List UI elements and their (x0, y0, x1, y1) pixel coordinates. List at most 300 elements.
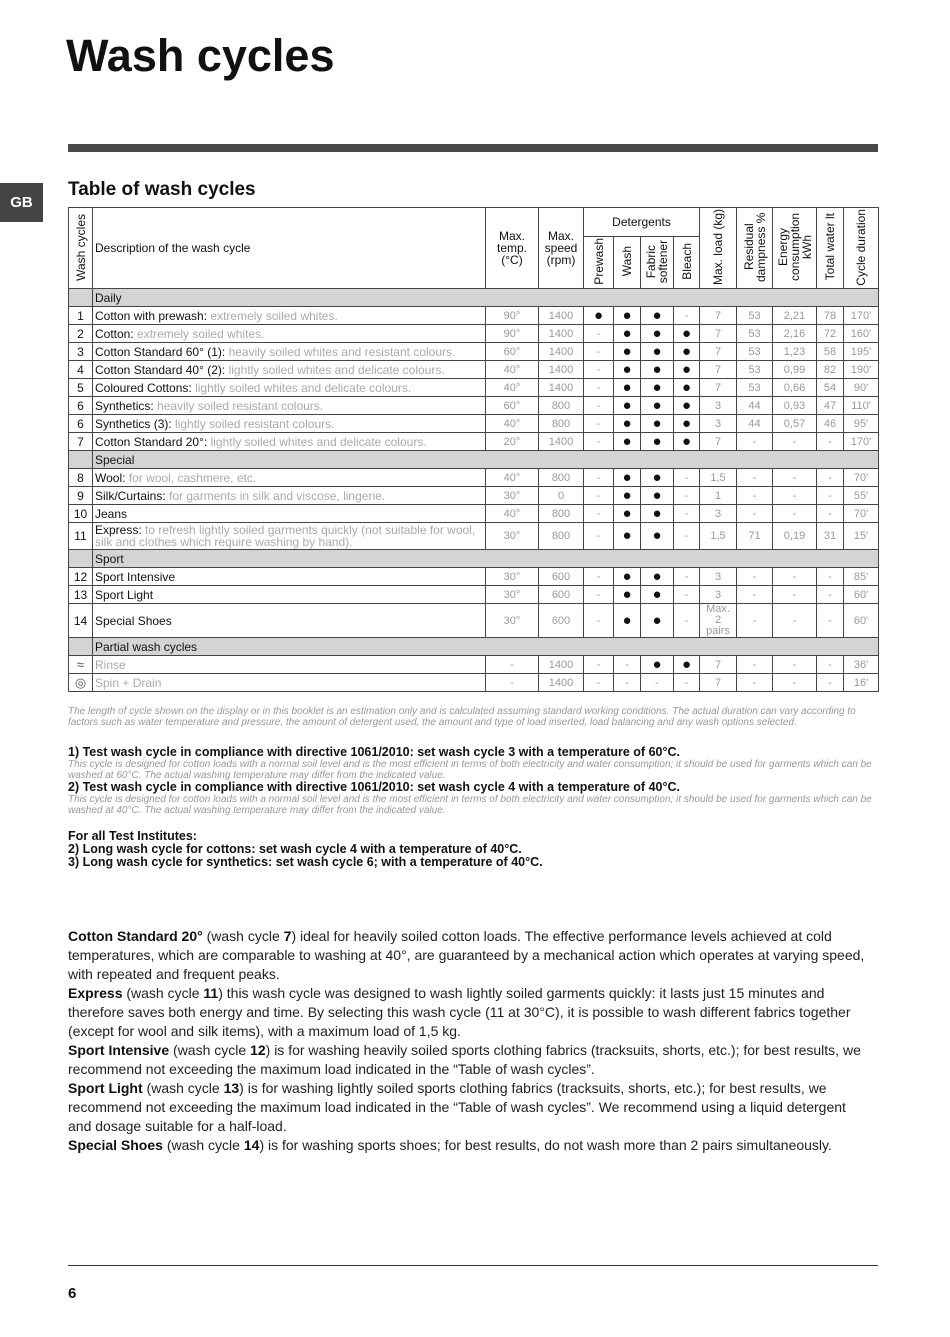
cycle-number: 4 (69, 361, 93, 379)
cell-temp: 30° (486, 568, 539, 586)
cell-wash: ● (614, 505, 641, 523)
cell-softener: ● (641, 415, 674, 433)
cell-water: 54 (817, 379, 844, 397)
footer-divider (68, 1265, 878, 1266)
cell-energy: 0,66 (773, 379, 817, 397)
footnote-2-text: This cycle is designed for cotton loads with a normal soil level and is the most efficient in terms of both electricity and water consumption; it should be used for garments which can be washed at 40°C. The actual washing temperature may differ from the indicated value. (68, 794, 872, 816)
section-row (69, 289, 879, 307)
cell-duration: 60' (844, 604, 879, 638)
cell-bleach: - (674, 487, 700, 505)
cycle-desc: Rinse (95, 657, 126, 672)
cell-load: 7 (700, 361, 737, 379)
cell-duration: 60' (844, 586, 879, 604)
cell-bleach: - (674, 586, 700, 604)
cycle-number: 2 (69, 325, 93, 343)
cell-prewash: - (584, 343, 614, 361)
section-label: Partial wash cycles (93, 638, 879, 656)
cell-softener: ● (641, 656, 674, 674)
cell-load: 7 (700, 433, 737, 451)
cell-bleach: ● (674, 397, 700, 415)
cell-water: - (817, 487, 844, 505)
cell-load: 7 (700, 656, 737, 674)
cycle-desc: extremely soiled whites. (210, 308, 338, 323)
cell-speed: 800 (539, 469, 584, 487)
cell-softener: ● (641, 568, 674, 586)
cycle-name: Synthetics: (95, 398, 154, 413)
cycle-number: 9 (69, 487, 93, 505)
body-paragraph: Sport Intensive (wash cycle 12) is for washing heavily soiled sports clothing fabrics (tracksuits, shorts, etc.); for best results, we recommend not exceeding the maximum load indicated in the “Table of wash cycles”. (68, 1042, 861, 1077)
cell-softener: ● (641, 307, 674, 325)
cycle-description (93, 505, 486, 523)
cell-speed: 1400 (539, 361, 584, 379)
cycle-description (93, 433, 486, 451)
cell-bleach: ● (674, 379, 700, 397)
cycle-description (93, 397, 486, 415)
cell-softener: ● (641, 604, 674, 638)
cell-load: 1,5 (700, 469, 737, 487)
cell-wash: ● (614, 586, 641, 604)
cell-bleach: ● (674, 415, 700, 433)
cycle-description (93, 674, 486, 692)
cycle-description (93, 487, 486, 505)
cell-softener: ● (641, 433, 674, 451)
cycle-name: Cotton with prewash: (95, 308, 208, 323)
header-detergents: Detergents (612, 214, 671, 229)
cell-energy: 0,19 (773, 523, 817, 550)
cell-energy: - (773, 586, 817, 604)
cell-load: 7 (700, 307, 737, 325)
cell-load: 7 (700, 325, 737, 343)
cell-energy: - (773, 568, 817, 586)
cell-duration: 85' (844, 568, 879, 586)
cell-bleach: - (674, 469, 700, 487)
cell-speed: 1400 (539, 379, 584, 397)
cell-wash: ● (614, 361, 641, 379)
cycle-descriptions (68, 927, 873, 1155)
cycle-name: Sport Intensive (95, 569, 176, 584)
cell-prewash: - (584, 361, 614, 379)
table-row (69, 343, 879, 361)
cell-residual: - (737, 487, 773, 505)
cell-bleach: - (674, 307, 700, 325)
header-speed: Max. speed (rpm) (544, 229, 578, 267)
cell-load: 3 (700, 415, 737, 433)
table-row (69, 568, 879, 586)
cell-energy: 2,21 (773, 307, 817, 325)
cell-residual: - (737, 568, 773, 586)
cell-prewash: - (584, 674, 614, 692)
cell-energy: 1,23 (773, 343, 817, 361)
cell-energy: - (773, 487, 817, 505)
header-description: Description of the wash cycle (95, 241, 251, 255)
cell-temp: 40° (486, 415, 539, 433)
cell-wash: ● (614, 469, 641, 487)
header-bleach: Bleach (679, 243, 694, 280)
cell-duration: 110' (844, 397, 879, 415)
cell-load: Max. 2 pairs (700, 604, 737, 638)
cell-energy: - (773, 433, 817, 451)
cycle-name: Cotton Standard 60° (1): (95, 344, 226, 359)
cell-prewash: - (584, 487, 614, 505)
cell-prewash: - (584, 415, 614, 433)
cycle-desc: lightly soiled whites and delicate colours. (228, 362, 445, 377)
cell-duration: 170' (844, 307, 879, 325)
cell-duration: 170' (844, 433, 879, 451)
cycle-desc: for garments in silk and viscose, lingerie. (169, 488, 386, 503)
cell-softener: ● (641, 523, 674, 550)
cell-load: 7 (700, 379, 737, 397)
cell-softener: ● (641, 379, 674, 397)
cell-softener: ● (641, 361, 674, 379)
body-paragraph: Express (wash cycle 11) this wash cycle was designed to wash lightly soiled garments quickly: it lasts just 15 minutes and therefore saves both energy and time. By selecting this wash cycle (11 at 30°C), it is possible to wash different fabrics together (except for wool and silk items), with a maximum load of 1,5 kg. (68, 985, 851, 1039)
cell-temp: 40° (486, 361, 539, 379)
cell-water: - (817, 433, 844, 451)
cell-wash: ● (614, 397, 641, 415)
cell-energy: - (773, 674, 817, 692)
header-residual: Residual dampness % (741, 212, 768, 282)
cell-duration: 190' (844, 361, 879, 379)
cell-softener: ● (641, 586, 674, 604)
cycle-name: Coloured Cottons: (95, 380, 192, 395)
cycle-number: 1 (69, 307, 93, 325)
cell-residual: 53 (737, 307, 773, 325)
institutes-line-2: 3) Long wash cycle for synthetics: set wash cycle 6; with a temperature of 40°C. (68, 855, 543, 869)
cell-softener: ● (641, 469, 674, 487)
cell-prewash: - (584, 586, 614, 604)
cell-prewash: - (584, 523, 614, 550)
cell-temp: 30° (486, 604, 539, 638)
cell-duration: 15' (844, 523, 879, 550)
cycle-description (93, 586, 486, 604)
cycle-name: Cotton Standard 40° (2): (95, 362, 226, 377)
cell-energy: 0,93 (773, 397, 817, 415)
cell-bleach: ● (674, 325, 700, 343)
section-row (69, 638, 879, 656)
section-label: Special (93, 451, 879, 469)
header-cycles: Wash cycles (73, 213, 88, 281)
cell-prewash: - (584, 604, 614, 638)
cell-load: 1,5 (700, 523, 737, 550)
section-row (69, 451, 879, 469)
cell-water: - (817, 568, 844, 586)
cell-prewash: - (584, 433, 614, 451)
cycle-number: 12 (69, 568, 93, 586)
cycle-desc: to refresh lightly soiled garments quickly (not suitable for wool, silk and clothes which require washing by hand). (95, 523, 476, 549)
footnote-1-title: 1) Test wash cycle in compliance with directive 1061/2010: set wash cycle 3 with a temperature of 60°C. (68, 745, 680, 759)
table-row (69, 674, 879, 692)
cell-bleach: ● (674, 343, 700, 361)
page-title: Wash cycles (66, 30, 335, 81)
cell-bleach: - (674, 604, 700, 638)
cell-water: 58 (817, 343, 844, 361)
cycle-number: 14 (69, 604, 93, 638)
cell-speed: 1400 (539, 433, 584, 451)
table-row (69, 397, 879, 415)
table-row (69, 469, 879, 487)
cell-bleach: ● (674, 361, 700, 379)
table-row (69, 415, 879, 433)
cycle-name: Wool: (95, 470, 126, 485)
cell-speed: 0 (539, 487, 584, 505)
cell-energy: 0,57 (773, 415, 817, 433)
table-row (69, 361, 879, 379)
cell-speed: 1400 (539, 307, 584, 325)
header-water: Total water lt (823, 213, 838, 281)
cycle-number: 10 (69, 505, 93, 523)
cell-speed: 1400 (539, 343, 584, 361)
header-softener: Fabric softener (644, 239, 670, 284)
cell-duration: 70' (844, 505, 879, 523)
cell-residual: 44 (737, 415, 773, 433)
footnote-2-title: 2) Test wash cycle in compliance with directive 1061/2010: set wash cycle 4 with a temperature of 40°C. (68, 780, 680, 794)
cycle-desc: extremely soiled whites. (137, 326, 265, 341)
cell-bleach: - (674, 505, 700, 523)
cycle-desc: lightly soiled whites and delicate colours. (195, 380, 412, 395)
cycle-description (93, 604, 486, 638)
cell-water: - (817, 469, 844, 487)
cycle-name: Cotton: (95, 326, 134, 341)
cell-temp: 30° (486, 523, 539, 550)
cell-water: - (817, 586, 844, 604)
cell-speed: 600 (539, 586, 584, 604)
cell-load: 7 (700, 343, 737, 361)
cycle-desc: heavily soiled resistant colours. (157, 398, 324, 413)
table-row (69, 433, 879, 451)
cell-wash: ● (614, 433, 641, 451)
cell-duration: 55' (844, 487, 879, 505)
cell-wash: ● (614, 343, 641, 361)
cycle-description (93, 361, 486, 379)
cell-residual: 44 (737, 397, 773, 415)
cell-water: 31 (817, 523, 844, 550)
cell-energy: - (773, 469, 817, 487)
cell-temp: 30° (486, 487, 539, 505)
cell-residual: 53 (737, 343, 773, 361)
body-paragraph: Cotton Standard 20° (wash cycle 7) ideal for heavily soiled cotton loads. The effective performance levels achieved at cold temperatures, which are comparable to washing at 40°, are guaranteed by a mechanical action which operates at varying speed, with repeated and frequent peaks. (68, 928, 865, 982)
cycle-name: Express: (95, 523, 142, 537)
cell-wash: ● (614, 307, 641, 325)
cell-load: 3 (700, 586, 737, 604)
cell-load: 3 (700, 397, 737, 415)
cycle-desc: heavily soiled whites and resistant colours. (228, 344, 456, 359)
cell-temp: 90° (486, 307, 539, 325)
cell-temp: 90° (486, 325, 539, 343)
cell-duration: 160' (844, 325, 879, 343)
cycle-description (93, 415, 486, 433)
cell-temp: - (486, 656, 539, 674)
table-row (69, 604, 879, 638)
table-row (69, 307, 879, 325)
cell-temp: 60° (486, 397, 539, 415)
title-divider (68, 144, 878, 152)
cell-softener: ● (641, 487, 674, 505)
cell-temp: 20° (486, 433, 539, 451)
cycle-desc: lightly soiled resistant colours. (175, 416, 335, 431)
cell-water: - (817, 674, 844, 692)
cell-load: 1 (700, 487, 737, 505)
spin-drain-icon: ◎ (69, 674, 93, 692)
page-number: 6 (68, 1285, 77, 1302)
language-tab: GB (0, 183, 43, 222)
footnote-1-text: This cycle is designed for cotton loads with a normal soil level and is the most efficient in terms of both electricity and water consumption; it should be used for garments which can be washed at 60°C. The actual washing temperature may differ from the indicated value. (68, 759, 872, 781)
cycle-desc: lightly soiled whites and delicate colours. (210, 434, 427, 449)
cell-duration: 36' (844, 656, 879, 674)
cell-water: 82 (817, 361, 844, 379)
cycle-number: 11 (69, 523, 93, 550)
cell-speed: 800 (539, 415, 584, 433)
cell-wash: ● (614, 325, 641, 343)
cell-softener: ● (641, 343, 674, 361)
cell-prewash: - (584, 379, 614, 397)
wash-cycles-table (68, 207, 879, 692)
cell-prewash: - (584, 505, 614, 523)
header-wash: Wash (620, 246, 634, 277)
table-row (69, 586, 879, 604)
cell-wash: - (614, 674, 641, 692)
cell-residual: - (737, 505, 773, 523)
table-row (69, 487, 879, 505)
cell-water: 78 (817, 307, 844, 325)
cell-energy: 0,99 (773, 361, 817, 379)
section-label: Daily (93, 289, 879, 307)
cell-prewash: - (584, 656, 614, 674)
cell-speed: 1400 (539, 674, 584, 692)
cycle-number: 8 (69, 469, 93, 487)
cell-duration: 195' (844, 343, 879, 361)
cycle-number: 13 (69, 586, 93, 604)
cycle-name: Special Shoes (95, 613, 172, 628)
section-title: Table of wash cycles (68, 179, 256, 200)
cell-temp: 40° (486, 379, 539, 397)
body-paragraph: Sport Light (wash cycle 13) is for washing lightly soiled sports clothing fabrics (tracksuits, shorts, etc.); for best results, we recommend not exceeding the maximum load indicated in the “Table of wash cycles”. We recommend using a liquid detergent and dosage suitable for a half-load. (68, 1080, 846, 1134)
cycle-description (93, 325, 486, 343)
cycle-description (93, 656, 486, 674)
cell-bleach: - (674, 674, 700, 692)
institutes-line-1: 2) Long wash cycle for cottons: set wash cycle 4 with a temperature of 40°C. (68, 842, 522, 856)
cycle-name: Synthetics (3): (95, 416, 172, 431)
cell-energy: - (773, 656, 817, 674)
cell-wash: ● (614, 379, 641, 397)
cell-load: 3 (700, 568, 737, 586)
cell-residual: - (737, 586, 773, 604)
section-row (69, 550, 879, 568)
header-load: Max. load (kg) (711, 208, 726, 286)
duration-note: The length of cycle shown on the display or in this booklet is an estimation only and is calculated assuming standard working conditions. The actual duration can vary according to factors such as water temperature and pressure, the amount of detergent used, the amount and type of load inserted, load balancing and any wash options selected. (68, 706, 856, 728)
cell-wash: ● (614, 487, 641, 505)
cell-bleach: - (674, 568, 700, 586)
cell-prewash: - (584, 469, 614, 487)
cycle-description (93, 343, 486, 361)
cell-bleach: ● (674, 656, 700, 674)
cell-load: 7 (700, 674, 737, 692)
cycle-number: 6 (69, 415, 93, 433)
cell-wash: ● (614, 568, 641, 586)
cell-energy: - (773, 505, 817, 523)
cycle-name: Cotton Standard 20°: (95, 434, 208, 449)
header-temp: Max. temp. (°C) (496, 229, 527, 267)
section-label: Sport (93, 550, 879, 568)
cell-duration: 90' (844, 379, 879, 397)
cycle-desc: Spin + Drain (95, 675, 162, 690)
cycle-number: 3 (69, 343, 93, 361)
body-paragraph: Special Shoes (wash cycle 14) is for washing sports shoes; for best results, do not wash more than 2 pairs simultaneously. (68, 1137, 832, 1153)
cell-speed: 800 (539, 523, 584, 550)
cycle-name: Silk/Curtains: (95, 488, 166, 503)
header-duration: Cycle duration (854, 208, 869, 286)
cycle-name: Jeans (95, 506, 128, 521)
cycle-name: Sport Light (95, 587, 154, 602)
cell-wash: - (614, 656, 641, 674)
table-row (69, 656, 879, 674)
cell-speed: 800 (539, 505, 584, 523)
cycle-desc: for wool, cashmere, etc. (128, 470, 257, 485)
cell-temp: 60° (486, 343, 539, 361)
cell-speed: 1400 (539, 656, 584, 674)
cell-temp: 40° (486, 469, 539, 487)
header-prewash: Prewash (591, 238, 606, 285)
cell-temp: - (486, 674, 539, 692)
cell-prewash: - (584, 325, 614, 343)
cell-softener: ● (641, 325, 674, 343)
cell-temp: 30° (486, 586, 539, 604)
cell-residual: 71 (737, 523, 773, 550)
cell-softener: ● (641, 397, 674, 415)
cell-energy: - (773, 604, 817, 638)
cell-wash: ● (614, 415, 641, 433)
cell-residual: 53 (737, 325, 773, 343)
cell-softener: - (641, 674, 674, 692)
cell-temp: 40° (486, 505, 539, 523)
cycle-number: 6 (69, 397, 93, 415)
cycle-description (93, 523, 486, 550)
rinse-icon: ≈ (69, 656, 93, 674)
cell-residual: - (737, 674, 773, 692)
cycle-number: 7 (69, 433, 93, 451)
cell-water: - (817, 604, 844, 638)
cycle-description (93, 379, 486, 397)
cell-prewash: - (584, 397, 614, 415)
cycle-description (93, 307, 486, 325)
cell-speed: 1400 (539, 325, 584, 343)
cell-speed: 800 (539, 397, 584, 415)
cell-water: 72 (817, 325, 844, 343)
cell-water: - (817, 505, 844, 523)
cell-residual: - (737, 433, 773, 451)
table-row (69, 505, 879, 523)
cell-duration: 16' (844, 674, 879, 692)
cell-bleach: ● (674, 433, 700, 451)
cell-water: - (817, 656, 844, 674)
table-row (69, 325, 879, 343)
cell-water: 46 (817, 415, 844, 433)
cell-residual: 53 (737, 379, 773, 397)
table-row (69, 523, 879, 550)
table-row (69, 379, 879, 397)
cell-energy: 2,16 (773, 325, 817, 343)
cell-residual: 53 (737, 361, 773, 379)
header-energy: Energy consumption kWh (775, 212, 814, 282)
cell-duration: 95' (844, 415, 879, 433)
cell-prewash: ● (584, 307, 614, 325)
cell-prewash: - (584, 568, 614, 586)
cell-wash: ● (614, 604, 641, 638)
cell-residual: - (737, 469, 773, 487)
cell-bleach: - (674, 523, 700, 550)
cell-wash: ● (614, 523, 641, 550)
cycle-description (93, 568, 486, 586)
cell-residual: - (737, 604, 773, 638)
institutes-title: For all Test Institutes: (68, 829, 197, 843)
